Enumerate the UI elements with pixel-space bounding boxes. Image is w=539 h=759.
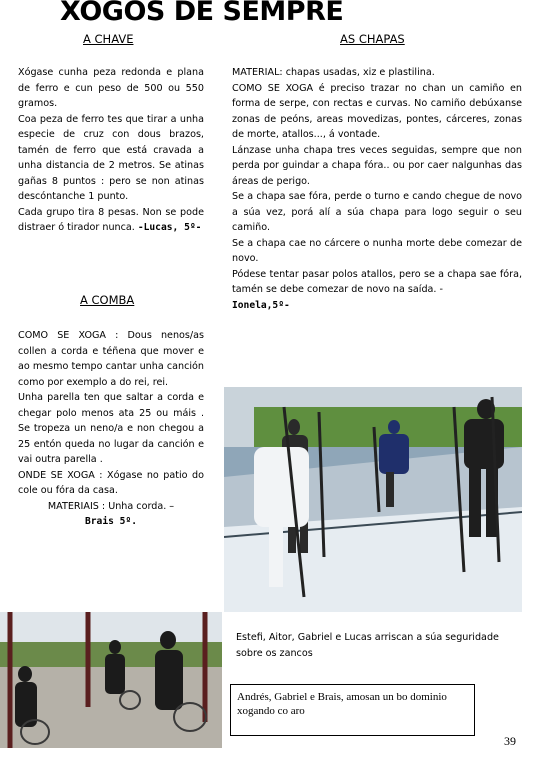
chave-line-2: Coa peza de ferro tes que tirar a unha especie de cruz con dous brazos, tamén de ferro que está cravada a unha distancia de 2 metros. Se atinas gañas 8 puntos : pero se non atinas descóntanche 1 punto. (18, 113, 204, 202)
chave-text (18, 65, 204, 236)
comba-signature-line (18, 514, 204, 530)
aro-photo (0, 612, 222, 748)
chapas-p3: Lánzase unha chapa tres veces seguidas, sempre que non perda por guindar a chapa fóra.. ou por caer nalgunhas das áreas de perigo. (232, 144, 522, 187)
chapas-p5: Se a chapa cae no cárcere o nunha morte debe comezar de novo. (232, 237, 522, 264)
aro-caption: Andrés, Gabriel e Brais, amosan un bo dominio xogando co aro (230, 684, 475, 736)
chapas-signature-line (232, 298, 522, 314)
zancos-photo (224, 387, 522, 612)
page-title: XOGOS DE SEMPRE (60, 0, 344, 27)
zancos-caption: Estefi, Aitor, Gabriel e Lucas arriscan a súa seguridade sobre os zancos (236, 632, 499, 659)
chapas-heading: AS CHAPAS (340, 32, 405, 46)
comba-p1: COMO SE XOGA : Dous nenos/as collen a corda e téñena que mover e ao mesmo tempo cantar unha canción como por exemplo a do rei, rei. (18, 330, 204, 388)
chapas-p2: COMO SE XOGA é preciso trazar no chan un camiño en forma de serpe, con rectas e curvas. No camiño debúxanse zonas de peóns, areas movedizas, pontes, cárceres, zonas de morte, atallos..., á vontade. (232, 82, 522, 140)
comba-signature: Brais 5º. (85, 516, 137, 527)
chave-signature: -Lucas, 5º- (137, 222, 202, 233)
comba-text (18, 328, 204, 530)
chave-heading: A CHAVE (83, 32, 134, 46)
chave-line-3 (18, 205, 204, 236)
chave-line-1: Xógase cunha peza redonda e plana de ferro e cun peso de 500 ou 550 gramos. (18, 67, 204, 109)
chave-line-3-text: Cada grupo tira 8 pesas. Non se pode distraer ó tirador nunca. (18, 206, 204, 233)
chapas-p1: MATERIAL: chapas usadas, xiz e plastilina. (232, 67, 435, 78)
chapas-signature: Ionela,5º- (232, 299, 290, 311)
aro-photo-drawing (0, 612, 222, 748)
comba-p4: MATERIAIS : Unha corda. – (47, 500, 175, 512)
chapas-p6: Pódese tentar pasar polos atallos, pero se a chapa sae fóra, tamén se debe comezar de novo na saída. - (232, 268, 522, 295)
chapas-p4: Se a chapa sae fóra, perde o turno e cando chegue de novo a súa vez, porá alí a súa chapa para logo seguir o seu camiño. (232, 191, 522, 233)
comba-p3: ONDE SE XOGA : Xógase no patio do cole ou fóra da casa. (18, 469, 204, 496)
zancos-photo-drawing (224, 387, 522, 612)
comba-heading: A COMBA (80, 293, 135, 307)
page-number: 39 (504, 734, 516, 748)
chapas-text (232, 65, 522, 313)
comba-p2: Unha parella ten que saltar a corda e chegar polo menos ata 25 ou máis . Se tropeza un neno/a e non chegou a 25 entón queda no lugar da canción e vai outra parella . (18, 392, 204, 465)
